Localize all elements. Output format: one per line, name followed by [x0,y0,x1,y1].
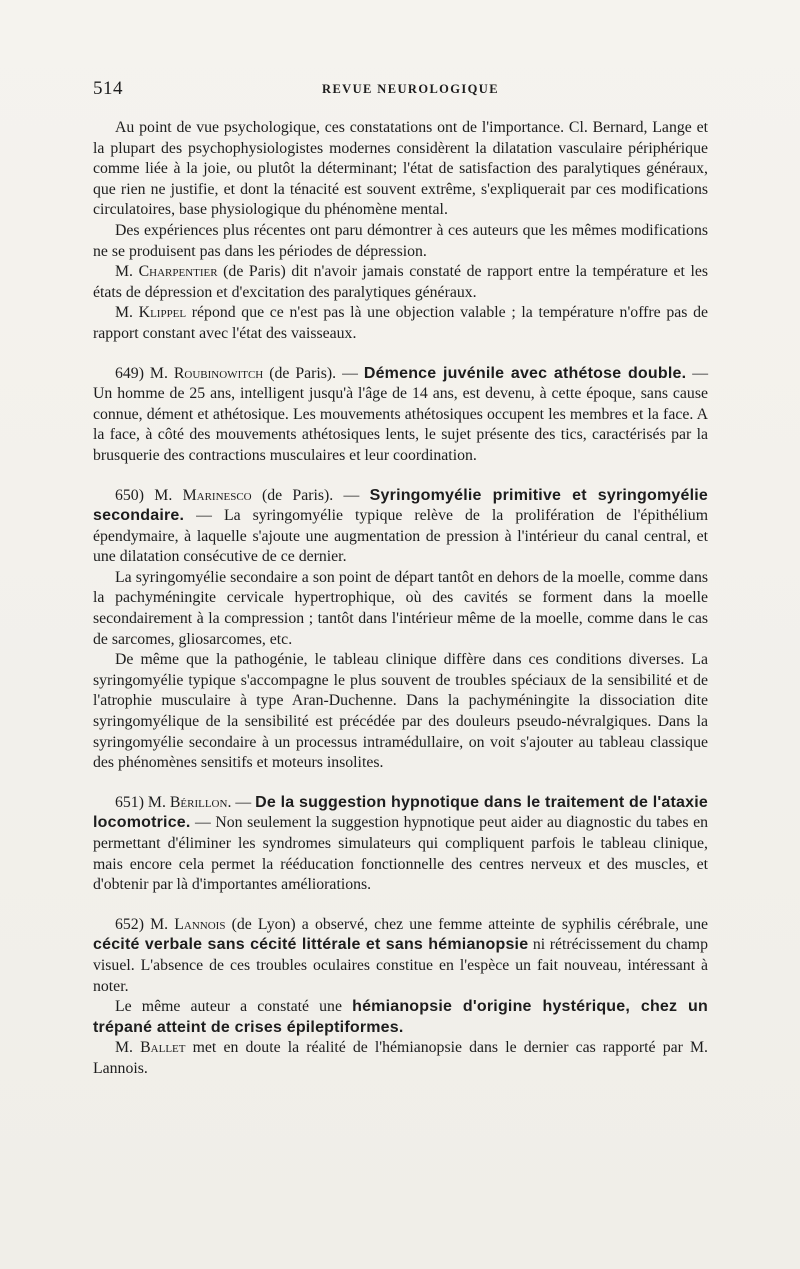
text-run: . — [227,793,256,811]
running-head: REVUE NEUROLOGIQUE [322,82,499,96]
article-651 [93,793,708,896]
paragraph-klippel [93,303,708,344]
article-652 [93,915,708,997]
text-run: 649) M. [115,364,174,382]
article-650 [93,486,708,568]
author-name: Ballet [140,1039,186,1057]
article-title: Démence juvénile avec athétose double. [363,364,687,382]
paragraph-2: Des expériences plus récentes ont paru démontrer à ces auteurs que les mêmes modifications ne se produisent pas dans les périodes de dépression. [93,221,708,260]
text-run: (de Paris). — [263,364,364,382]
author-name: Klippel [138,304,187,322]
text-run: répond que ce n'est pas là une objection valable ; la température n'offre pas de rapport constant avec l'état des vaisseaux. [93,304,708,342]
author-name: Charpentier [138,263,218,281]
paragraph-650b: La syringomyélie secondaire a son point de départ tantôt en dehors de la moelle, comme dans la pachyméningite cervicale hypertrophique, où des cavités se forment dans la moelle secondairement à la compression ; tantôt dans l'intérieur même de la moelle, comme dans le cas de sarcomes, gliosarcomes, etc. [93,568,708,648]
text-run: M. [115,304,139,322]
body-text [93,118,708,1080]
page-number: 514 [93,78,123,99]
article-title: hémianopsie d'origine hystérique, chez un trépané atteint de crises épileptiformes. [93,998,708,1036]
text-run: (de Paris) dit n'avoir jamais constaté de rapport entre la température et les états de dépression et d'excitation des paralytiques généraux. [93,263,709,301]
article-649 [93,364,708,467]
text-run: 651) M. [115,793,170,811]
author-name: Lannois [174,915,226,933]
text-run: met en doute la réalité de l'hémianopsie dans le dernier cas rapporté par M. Lannois. [93,1039,708,1077]
paragraph-652b [93,997,708,1038]
text-run: — Non seulement la suggestion hypnotique peut aider au diagnostic du tabes en permettant d'éliminer les syndromes simulateurs qui compliquent parfois le tableau clinique, mais encore cela permet la rééducation fonctionnelle des centres nerveux et des muscles, et d'obtenir par là d'importantes améliorations. [93,814,708,894]
author-name: Bérillon [169,793,228,811]
author-name: Marinesco [182,486,252,504]
text-run: (de Lyon) a observé, chez une femme atteinte de syphilis cérébrale, une [225,915,708,933]
paragraph-1: Au point de vue psychologique, ces constatations ont de l'importance. Cl. Bernard, Lange et la plupart des psychophysiologistes modernes considèrent la dilatation vasculaire périphérique comme liée à la joie, ou plutôt la déterminant; l'état de satisfaction des paralytiques généraux, que rien ne justifie, et dont la ténacité est souvent extrême, s'expliquerait par ces modifications circulatoires, base physiologique du phénomène mental. [93,119,708,219]
text-run: 652) M. [115,915,175,933]
text-run: (de Paris). — [251,486,370,504]
paragraph-650c: De même que la pathogénie, le tableau clinique diffère dans ces conditions diverses. La syringomyélie typique s'accompagne le plus souvent de troubles spéciaux de la sensibilité et de l'atrophie musculaire à type Aran-Duchenne. Dans la pachyméningite la dissociation dite syringomyélique de la sensibilité est précédée par des douleurs pseudo-névralgiques. Dans la syringomyélie secondaire à un processus intramédullaire, on voit s'ajouter au tableau classique des phénomènes sensitifs et moteurs insolites. [93,651,708,772]
text-run: — La syringomyélie typique relève de la prolifération de l'épithélium épendymaire, à laquelle s'ajoute une augmentation de pression à l'intérieur du canal central, et une dilatation consécutive de ce dernier. [93,507,708,566]
text-run: ni rétrécissement du champ visuel. L'absence de ces troubles oculaires constitue en l'espèce un fait nouveau, intéressant à noter. [93,936,708,995]
article-title: De la suggestion hypnotique dans le traitement de l'ataxie locomotrice. [93,793,708,832]
page-header [93,78,708,104]
paragraph-charpentier [93,262,708,303]
author-name: Roubinowitch [173,364,264,382]
text-run: — Un homme de 25 ans, intelligent jusqu'à l'âge de 14 ans, est devenu, à cette époque, sans cause connue, dément et athétosique. Les mouvements athétosiques occupent les membres et la face. A la face, à côté des mouvements athétosiques lents, le sujet présente des tics, caractérisés par la brusquerie des contractions musculaires et leur coordination. [93,364,708,464]
text-run: M. [115,263,139,281]
text-run: Le même auteur a constaté une [115,998,353,1016]
paragraph-ballet [93,1038,708,1079]
article-title: cécité verbale sans cécité littérale et sans hémianopsie [93,936,529,954]
article-title: Syringomyélie primitive et syringomyélie secondaire. [93,486,708,525]
text-run: M. [115,1039,141,1057]
text-run: 650) M. [115,486,183,504]
